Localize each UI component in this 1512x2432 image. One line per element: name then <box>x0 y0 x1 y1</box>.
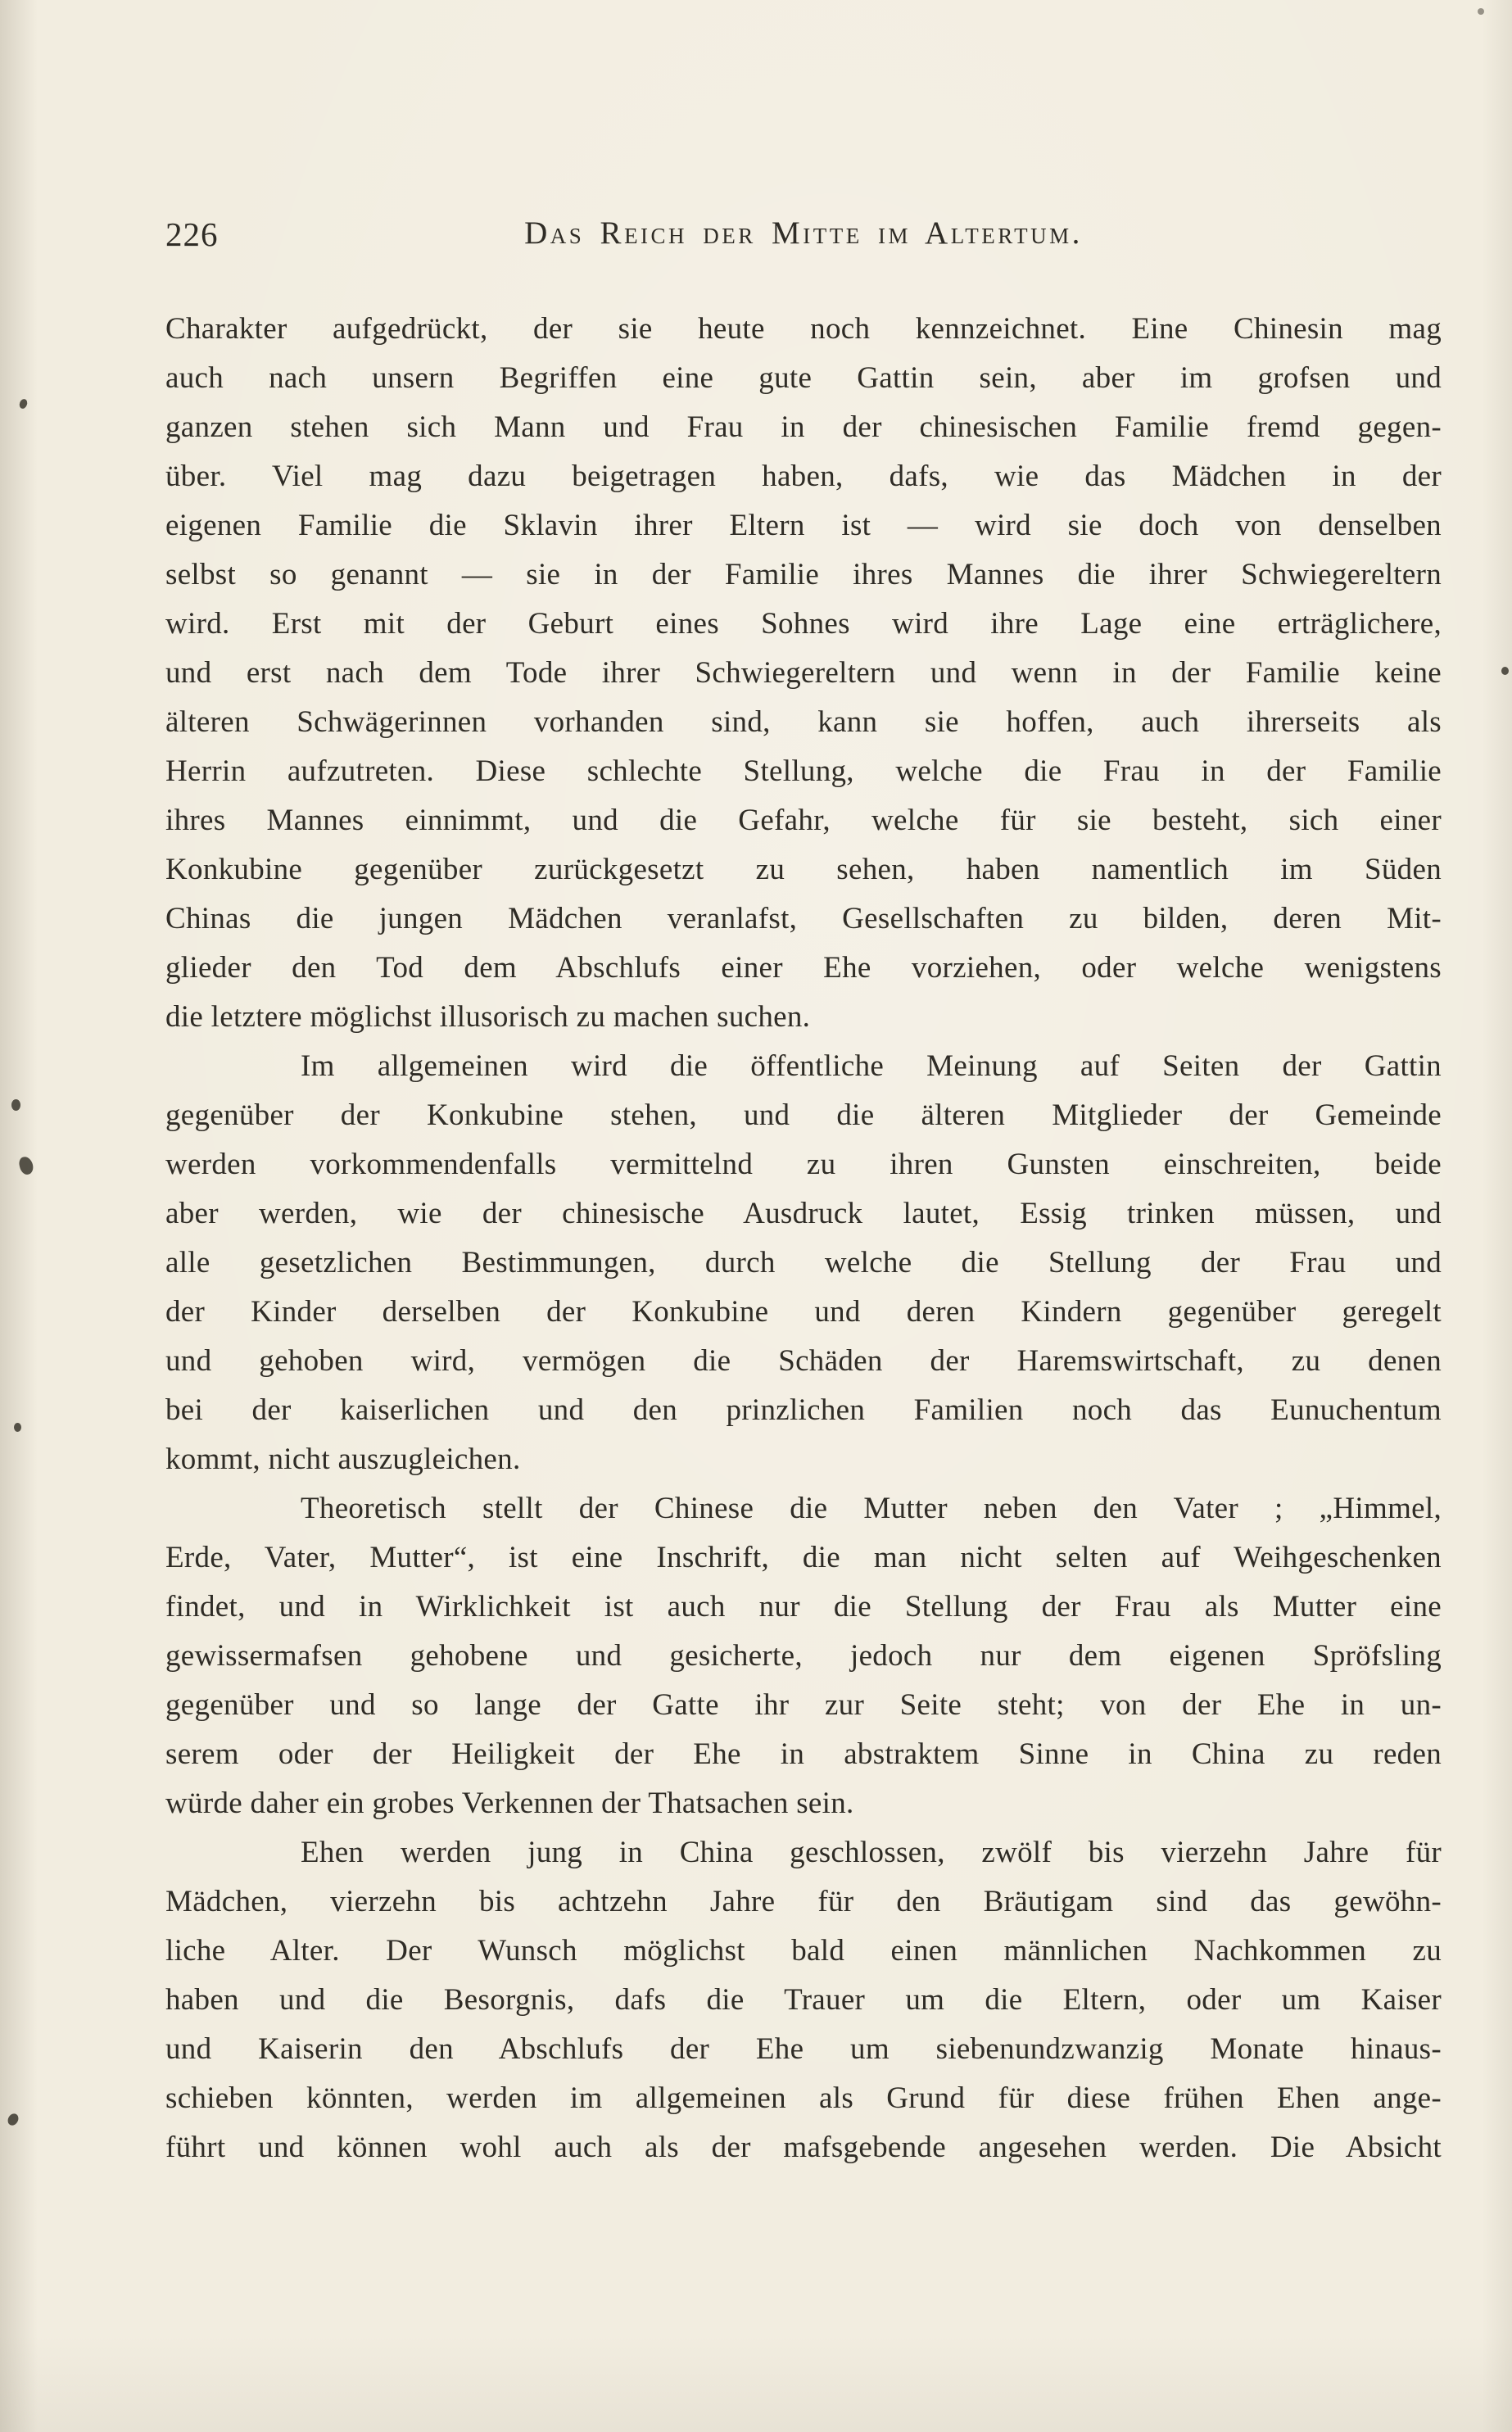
ink-speck <box>17 1155 34 1175</box>
text-line: glieder den Tod dem Abschlufs einer Ehe vorziehen, oder welche wenigstens <box>165 951 1442 985</box>
text-line: bei der kaiserlichen und den prinzlichen Familien noch das Eunuchentum <box>165 1393 1442 1427</box>
ink-speck <box>18 398 29 410</box>
paragraph-3 <box>165 1484 1442 1828</box>
text-line: gegenüber der Konkubine stehen, und die älteren Mitglieder der Gemeinde <box>165 1098 1442 1132</box>
text-line: Mädchen, vierzehn bis achtzehn Jahre für den Bräutigam sind das gewöhn- <box>165 1885 1442 1918</box>
text-line: Erde, Vater, Mutter“, ist eine Inschrift, die man nicht selten auf Weihgeschenken <box>165 1541 1442 1574</box>
paragraph-4 <box>165 1828 1442 2172</box>
text-line: und gehoben wird, vermögen die Schäden der Haremswirtschaft, zu denen <box>165 1344 1442 1378</box>
text-line: der Kinder derselben der Konkubine und deren Kindern gegenüber geregelt <box>165 1295 1442 1329</box>
paragraph-2 <box>165 1042 1442 1484</box>
text-line: wird. Erst mit der Geburt eines Sohnes wird ihre Lage eine erträglichere, <box>165 607 1442 641</box>
ink-speck <box>14 1423 21 1432</box>
text-line: haben und die Besorgnis, dafs die Trauer um die Eltern, oder um Kaiser <box>165 1983 1442 2017</box>
text-line: Chinas die jungen Mädchen veranlafst, Gesellschaften zu bilden, deren Mit- <box>165 902 1442 935</box>
text-line: alle gesetzlichen Bestimmungen, durch welche die Stellung der Frau und <box>165 1246 1442 1279</box>
text-line: serem oder der Heiligkeit der Ehe in abstraktem Sinne in China zu reden <box>165 1737 1442 1771</box>
text-line: und Kaiserin den Abschlufs der Ehe um siebenundzwanzig Monate hinaus- <box>165 2032 1442 2066</box>
text-line: Charakter aufgedrückt, der sie heute noch kennzeichnet. Eine Chinesin mag <box>165 312 1442 346</box>
page-number: 226 <box>165 215 219 253</box>
running-title: Das Reich der Mitte im Altertum. <box>524 215 1083 251</box>
text-line: liche Alter. Der Wunsch möglichst bald einen männlichen Nachkommen zu <box>165 1934 1442 1968</box>
text-line: Herrin aufzutreten. Diese schlechte Stellung, welche die Frau in der Familie <box>165 754 1442 788</box>
text-line: findet, und in Wirklichkeit ist auch nur die Stellung der Frau als Mutter eine <box>165 1590 1442 1624</box>
text-line: selbst so genannt — sie in der Familie ihres Mannes die ihrer Schwiegereltern <box>165 558 1442 591</box>
text-line: ganzen stehen sich Mann und Frau in der chinesischen Familie fremd gegen- <box>165 410 1442 444</box>
text-block <box>165 305 1442 2172</box>
text-line: kommt, nicht auszugleichen. <box>165 1442 521 1476</box>
text-line: gegenüber und so lange der Gatte ihr zur Seite steht; von der Ehe in un- <box>165 1688 1442 1722</box>
text-line: ihres Mannes einnimmt, und die Gefahr, welche für sie besteht, sich einer <box>165 804 1442 837</box>
text-line: die letztere möglichst illusorisch zu machen suchen. <box>165 1000 811 1034</box>
page-header <box>165 215 1442 264</box>
text-line: Konkubine gegenüber zurückgesetzt zu sehen, haben namentlich im Süden <box>165 853 1442 886</box>
paragraph-1 <box>165 305 1442 1042</box>
text-line: und erst nach dem Tode ihrer Schwiegereltern und wenn in der Familie keine <box>165 656 1442 690</box>
text-line: aber werden, wie der chinesische Ausdruck lautet, Essig trinken müssen, und <box>165 1197 1442 1230</box>
text-line: eigenen Familie die Sklavin ihrer Eltern ist — wird sie doch von denselben <box>165 509 1442 542</box>
text-line: würde daher ein grobes Verkennen der Thatsachen sein. <box>165 1787 854 1820</box>
text-line: Im allgemeinen wird die öffentliche Meinung auf Seiten der Gattin <box>301 1049 1442 1083</box>
text-line: führt und können wohl auch als der mafsgebende angesehen werden. Die Absicht <box>165 2131 1442 2164</box>
text-line: werden vorkommendenfalls vermittelnd zu ihren Gunsten einschreiten, beide <box>165 1148 1442 1181</box>
ink-speck <box>6 2112 20 2127</box>
ink-speck <box>1501 667 1509 675</box>
text-line: älteren Schwägerinnen vorhanden sind, kann sie hoffen, auch ihrerseits als <box>165 705 1442 739</box>
ink-speck <box>11 1099 20 1111</box>
text-line: über. Viel mag dazu beigetragen haben, dafs, wie das Mädchen in der <box>165 460 1442 493</box>
ink-speck <box>1478 8 1484 15</box>
text-line: Ehen werden jung in China geschlossen, zwölf bis vierzehn Jahre für <box>301 1836 1442 1869</box>
text-line: Theoretisch stellt der Chinese die Mutter neben den Vater ; „Himmel, <box>301 1492 1442 1525</box>
text-line: auch nach unsern Begriffen eine gute Gattin sein, aber im grofsen und <box>165 361 1442 395</box>
text-line: schieben könnten, werden im allgemeinen als Grund für diese frühen Ehen ange- <box>165 2081 1442 2115</box>
text-line: gewissermafsen gehobene und gesicherte, jedoch nur dem eigenen Spröfsling <box>165 1639 1442 1673</box>
